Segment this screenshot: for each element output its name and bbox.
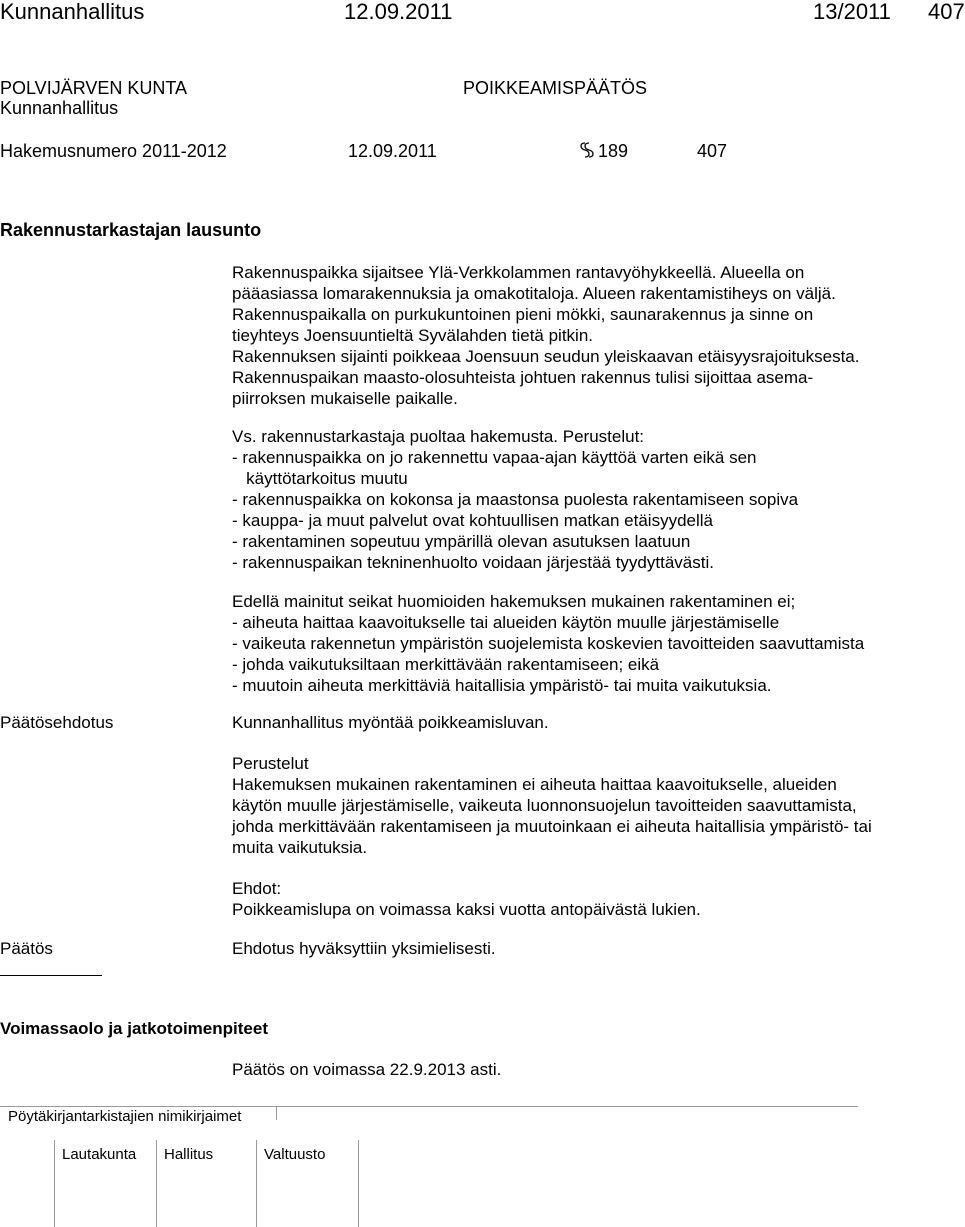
statement-line: piirroksen mukaiselle paikalle. (232, 389, 458, 408)
section-mark-icon (578, 141, 596, 159)
statement-line: Rakennuspaikalla on purkukuntoinen pieni mökki, saunarakennus ja sinne on (232, 305, 814, 324)
decision-label: Päätös (0, 939, 53, 958)
support-line: - kauppa- ja muut palvelut ovat kohtuullisen matkan etäisyydellä (232, 511, 713, 530)
conditions-heading: Ehdot: (232, 879, 282, 898)
running-header-page: 407 (928, 0, 965, 24)
statement-line: pääasiassa lomarakennuksia ja omakotitaloja. Alueen rakentamistiheys on väljä. (232, 284, 836, 303)
statement-line: Rakennuksen sijainti poikkeaa Joensuun seudun yleiskaavan etäisyysrajoituksesta. (232, 347, 860, 366)
footer-col-hallitus: Hallitus (164, 1146, 214, 1163)
running-header-title: Kunnanhallitus (0, 0, 145, 24)
support-line: - rakentaminen sopeutuu ympärillä olevan asutuksen laatuun (232, 532, 691, 551)
statement-line: Rakennuspaikan maasto-olosuhteista johtuen rakennus tulisi sijoittaa asema- (232, 368, 814, 387)
reasons-line: muita vaikutuksia. (232, 838, 368, 857)
support-line: - rakennuspaikan tekninenhuolto voidaan järjestää tyydyttävästi. (232, 553, 714, 572)
reasons-line: Hakemuksen mukainen rakentaminen ei aiheuta haittaa kaavoitukselle, alueiden (232, 775, 837, 794)
reasons-line: käytön muulle järjestämiselle, vaikeuta luonnonsuojelun tavoitteiden saavuttamista, (232, 796, 857, 815)
running-header-number: 13/2011 (813, 0, 891, 24)
conditions-text: Poikkeamislupa on voimassa kaksi vuotta antopäivästä lukien. (232, 900, 701, 919)
conclusion-line: - muutoin aiheuta merkittäviä haitallisia ympäristö- tai muita vaikutuksia. (232, 676, 772, 695)
statement-heading: Rakennustarkastajan lausunto (0, 220, 262, 240)
footer-col-valtuusto: Valtuusto (264, 1146, 326, 1163)
signatures-label: Pöytäkirjantarkistajien nimikirjaimet (8, 1108, 242, 1125)
conclusion-line: - johda vaikutuksiltaan merkittävään rakentamiseen; eikä (232, 655, 660, 674)
validity-text: Päätös on voimassa 22.9.2013 asti. (232, 1060, 502, 1079)
footer-col-divider (256, 1140, 257, 1227)
proposal-text: Kunnanhallitus myöntää poikkeamisluvan. (232, 713, 549, 732)
footer-col-divider (156, 1140, 157, 1227)
validity-heading: Voimassaolo ja jatkotoimenpiteet (0, 1019, 268, 1038)
conclusion-line: - vaikeuta rakennetun ympäristön suojelemista koskevien tavoitteiden saavuttamista (232, 634, 865, 653)
footer-col-lautakunta: Lautakunta (62, 1146, 137, 1163)
application-number: Hakemusnumero 2011-2012 (0, 141, 227, 161)
reasons-line: johda merkittävään rakentamiseen ja muutoinkaan ei aiheuta haitallisia ympäristö- tai (232, 817, 872, 836)
statement-line: tieyhteys Joensuuntieltä Syvälahden tietä pitkin. (232, 326, 594, 345)
doc-type: POIKKEAMISPÄÄTÖS (463, 78, 648, 98)
support-line: - rakennuspaikka on kokonsa ja maastonsa puolesta rakentamiseen sopiva (232, 490, 799, 509)
proposal-label: Päätösehdotus (0, 713, 114, 732)
support-line: käyttötarkoitus muutu (232, 469, 408, 488)
footer-col-divider (54, 1140, 55, 1227)
footer-col-divider (358, 1140, 359, 1227)
decision-underline (0, 975, 102, 976)
conclusion-line: - aiheuta haittaa kaavoitukselle tai alueiden käytön muulle järjestämiselle (232, 613, 780, 632)
org-unit: Kunnanhallitus (0, 98, 119, 118)
support-line: - rakennuspaikka on jo rakennettu vapaa-ajan käyttöä varten eikä sen (232, 448, 757, 467)
statement-line: Rakennuspaikka sijaitsee Ylä-Verkkolammen rantavyöhykkeellä. Alueella on (232, 263, 805, 282)
footer-divider (276, 1106, 277, 1120)
org-name: POLVIJÄRVEN KUNTA (0, 78, 188, 98)
footer-top-rule (0, 1106, 858, 1107)
section-number: 189 (598, 141, 629, 161)
conclusion-line: Edellä mainitut seikat huomioiden hakemuksen mukainen rakentaminen ei; (232, 592, 796, 611)
running-header-date: 12.09.2011 (344, 0, 453, 24)
meta-page: 407 (697, 141, 728, 161)
support-line: Vs. rakennustarkastaja puoltaa hakemusta. Perustelut: (232, 427, 645, 446)
meta-date: 12.09.2011 (348, 141, 437, 161)
reasons-heading: Perustelut (232, 754, 309, 773)
decision-text: Ehdotus hyväksyttiin yksimielisesti. (232, 939, 496, 958)
